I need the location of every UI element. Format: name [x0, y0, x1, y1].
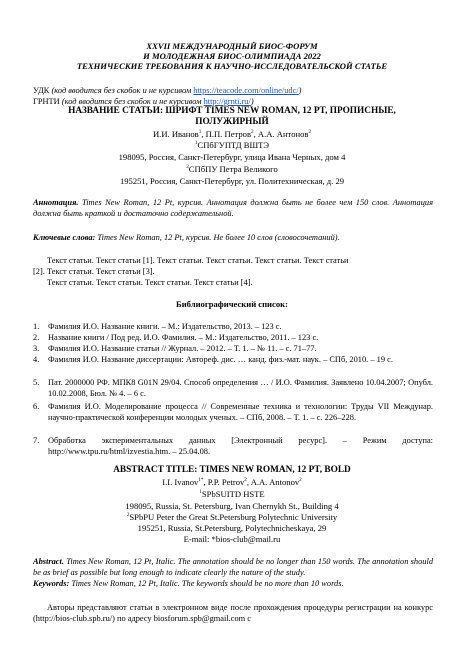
- reference-number: 4.: [33, 355, 40, 364]
- en-keywords-label: Keywords:: [33, 579, 70, 588]
- affiliation-text: SPbPU Peter the Great St.Petersburg Polytechnic University: [129, 512, 338, 522]
- reference-item: [33, 402, 433, 423]
- affiliation-text: SPbSUITD HSTE: [201, 489, 265, 499]
- reference-item: [33, 333, 433, 344]
- reference-text: Фамилия И.О. Название книги. – М.: Издательство, 2013. – 123 с.: [48, 322, 282, 331]
- reference-number: 3.: [33, 344, 40, 353]
- keywords-label: Ключевые слова:: [33, 233, 96, 242]
- email-text: E-mail: *bios-club@mail.ru: [183, 534, 281, 544]
- udk-close: ): [298, 86, 302, 95]
- en-affiliation-line: [0, 489, 464, 500]
- author-sup: 2: [299, 477, 302, 484]
- author-sup: 1: [198, 129, 202, 136]
- affiliation-sup: 2: [126, 512, 130, 519]
- affiliation-text: 195251, Россия, Санкт-Петербург, ул. Политехническая, д. 29: [119, 176, 345, 186]
- affiliation-line: [0, 164, 464, 175]
- affiliation-sup: 2: [186, 164, 189, 171]
- author-name: , А.А. Антонов: [253, 129, 309, 139]
- affiliation-text: СПбПУ Петра Великого: [188, 164, 278, 174]
- affiliation-sup: 1: [199, 489, 202, 496]
- en-affiliation-line: [0, 512, 464, 523]
- abstract-title: ABSTRACT TITLE: TIMES NEW ROMAN, 12 PT, BOLD: [113, 465, 351, 475]
- udk-link[interactable]: https://teacode.com/online/udc/: [193, 86, 299, 95]
- author-sup: 2: [244, 477, 247, 484]
- abstract-label: Abstract.: [33, 557, 64, 566]
- reference-number: 1.: [33, 322, 40, 331]
- authors: [0, 129, 464, 140]
- olympiad-title: И МОЛОДЕЖНАЯ БИОС-ОЛИМПИАДА 2022: [143, 51, 321, 61]
- grnti-link[interactable]: http://grnti.ru/: [203, 97, 251, 106]
- en-authors: [0, 477, 464, 488]
- reference-item: [33, 322, 433, 333]
- affiliation-line: [0, 176, 464, 187]
- udk-label: УДК: [33, 86, 50, 95]
- udk-line: [33, 85, 433, 96]
- reference-item: [33, 355, 433, 366]
- reference-text: Название книги / Под ред. И.О. Фамилия. – М.: Издательство, 2011. – 123 с.: [48, 333, 319, 342]
- author-name: , P.P. Petrov: [203, 477, 245, 487]
- grnti-note: (код вводится без скобок и не курсивом: [61, 97, 202, 106]
- article-title-cont: ПОЛУЖИРНЫЙ: [195, 117, 269, 127]
- reference-number: 5.: [33, 378, 40, 387]
- affiliation-text: 198095, Россия, Санкт-Петербург, улица Ивана Черных, дом 4: [118, 152, 346, 162]
- en-keywords-text: Times New Roman, 12 Pt, Italic. The keywords should be no more than 10 words.: [71, 579, 344, 588]
- en-keywords: [33, 578, 433, 589]
- reference-item: [33, 378, 433, 399]
- forum-title: XXVII МЕЖДУНАРОДНЫЙ БИОС-ФОРУМ: [146, 41, 318, 51]
- abstract: [33, 556, 433, 578]
- submission-paragraph: Авторы представляют статьи в электронном виде после прохождения процедуры регистрации на конкурс (http://bios-club.spb.ru/) по адресу biosforum.spb@gmail.com с: [33, 603, 433, 623]
- abstract-text: Times New Roman, 12 Pt, Italic. The annotation should be no longer than 150 words. The annotation should be as brief as possible but long enough to indicate clearly the nature of the study.: [33, 557, 434, 577]
- author-name: , П.П. Петров: [201, 129, 252, 139]
- body-text-line: Текст статьи. Текст статьи [1]. Текст статьи. Текст статьи. Текст статьи. Текст статьи: [47, 256, 349, 265]
- keywords-text: Times New Roman, 12 Pt, курсив. Не более 10 слов (словосочетаний).: [97, 233, 340, 242]
- author-name: I.I. Ivanov: [162, 477, 199, 487]
- author-sup: 2: [308, 129, 312, 136]
- bibliography-heading: Библиографический список:: [176, 299, 288, 309]
- en-email-line: [0, 534, 464, 545]
- article-title: НАЗВАНИЕ СТАТЬИ: ШРИФТ TIMES NEW ROMAN, 12 PT, ПРОПИСНЫЕ,: [68, 106, 396, 116]
- affiliation-sup: 1: [194, 140, 198, 147]
- annotation-label: Аннотация.: [33, 198, 79, 207]
- body-text-line: Текст статьи. Текст статьи. Текст статьи. Текст статьи [4].: [47, 278, 253, 287]
- grnti-label: ГРНТИ: [33, 97, 60, 106]
- author-sup: 2: [251, 129, 254, 136]
- affiliation-text: 195251, Russia, St.Petersburg, Polytechnicheskaya, 29: [137, 523, 327, 533]
- reference-number: 7.: [33, 436, 40, 445]
- reference-text: Фамилия И.О. Название статьи // Журнал. – 2012. – Т. 1. – № 11. – с. 71–77.: [48, 344, 317, 353]
- affiliation-line: [0, 140, 464, 151]
- reference-text: Пат. 2000000 РФ. МПК8 G01N 29/04. Способ определения … / И.О. Фамилия. Заявлено 10.04.2007; Опубл. 10.02.2008, Бюл. № 4. – 6 с.: [48, 378, 433, 398]
- reference-text: Фамилия И.О. Название диссертации: Автореф. дис. … канд. физ.-мат. наук. – СПб, 2010. – 19 с.: [48, 355, 393, 364]
- udk-note: (код вводится без скобок и не курсивом: [51, 86, 192, 95]
- reference-number: 6.: [33, 402, 40, 411]
- requirements-title: ТЕХНИЧЕСКИЕ ТРЕБОВАНИЯ К НАУЧНО-ИССЛЕДОВАТЕЛЬСКОЙ СТАТЬЕ: [76, 61, 388, 71]
- author-name: И.И. Иванов: [152, 129, 199, 139]
- keywords: [33, 232, 433, 243]
- en-affiliation-line: [0, 501, 464, 512]
- body-text-line: [2]. Текст статьи. Текст статьи [3].: [33, 267, 155, 276]
- reference-number: 2.: [33, 333, 40, 342]
- reference-text: Обработка экспериментальных данных [Электронный ресурс]. – Режим доступа: http://www.tpu.ru/html/izvestia.htm. – 25.04.08.: [48, 436, 433, 456]
- annotation: [33, 197, 433, 219]
- reference-text: Фамилия И.О. Моделирование процесса // Современные техника и технологии: Труды VII Междунар. научно-практической конференции молодых ученых. – СПб, 2008. – Т. 1. – с. 226–228.: [48, 402, 433, 422]
- author-name: , A.A. Antonov: [246, 477, 300, 487]
- author-sup: 1*: [198, 477, 204, 484]
- annotation-text: Times New Roman, 12 Pt, курсив. Аннотация должна быть не более чем 150 слов. Аннотация должна быть краткой и достаточно содержательной.: [33, 198, 434, 218]
- affiliation-text: СПбГУПТД ВШТЭ: [197, 140, 270, 150]
- reference-item: [33, 436, 433, 457]
- reference-item: [33, 344, 433, 355]
- affiliation-text: 198095, Russia, St. Petersburg, Ivan Chernykh St., Building 4: [125, 501, 339, 511]
- en-affiliation-line: [0, 523, 464, 534]
- grnti-close: ): [250, 97, 254, 106]
- affiliation-line: [0, 152, 464, 163]
